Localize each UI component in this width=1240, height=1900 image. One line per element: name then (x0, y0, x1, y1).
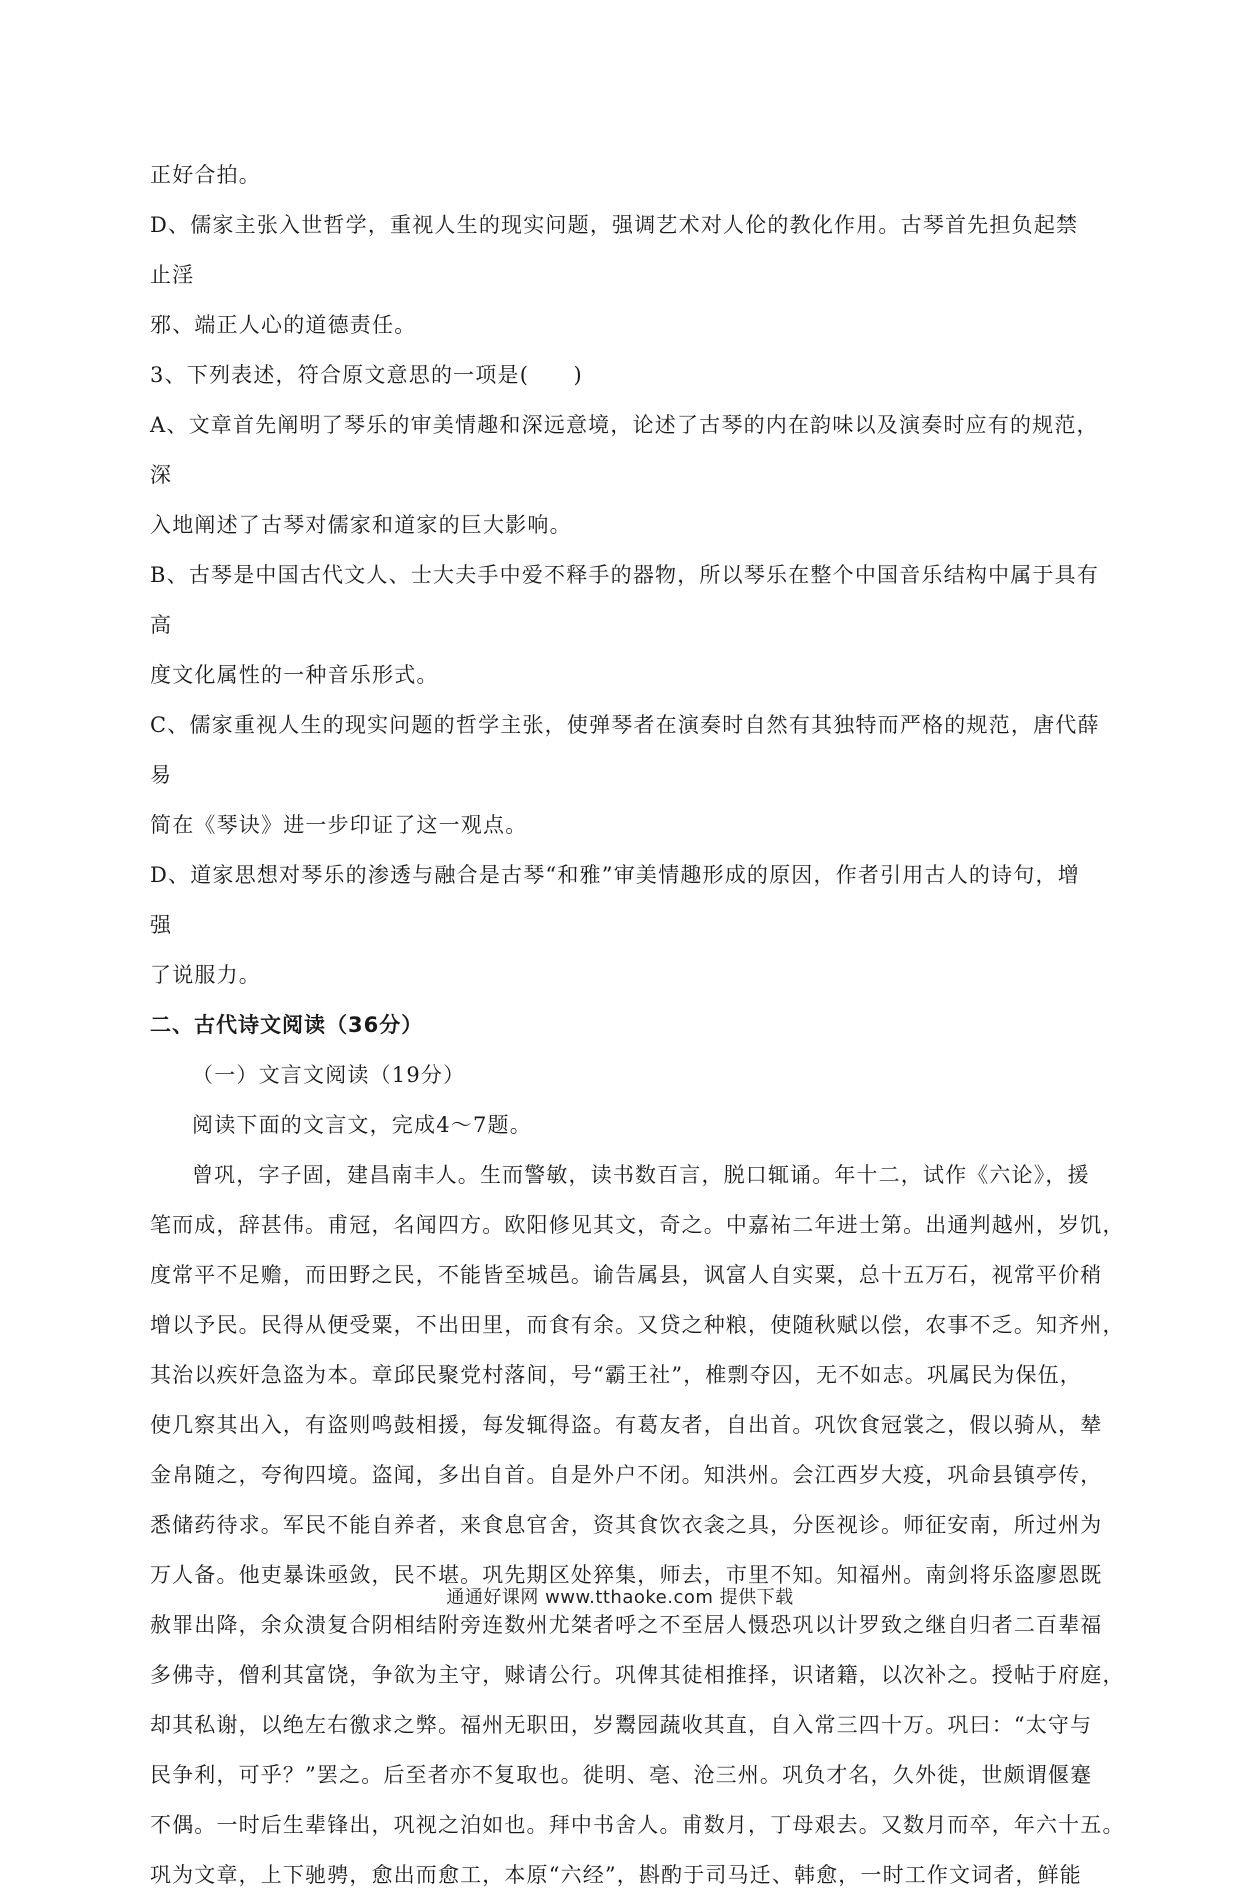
passage-line: 使几察其出入，有盗则鸣鼓相援，每发辄得盗。有葛友者，自出首。巩饮食冠裳之，假以骑从，辇 (150, 1413, 1103, 1437)
passage-line: 曾巩，字子固，建昌南丰人。生而警敏，读书数百言，脱口辄诵。年十二，试作《六论》，援 (192, 1163, 1090, 1187)
passage-line: 金帛随之，夸徇四境。盗闻，多出自首。自是外户不闭。知洪州。会江西岁大疫，巩命县镇亭传， (150, 1463, 1103, 1487)
passage-line: 悉储药待求。军民不能自养者，来食息官舍，资其食饮衣衾之具，分医视诊。师征安南，所过州为 (150, 1513, 1103, 1537)
question-3-stem: 3、下列表述，符合原文意思的一项是( ) (150, 363, 583, 387)
instruction-text: 阅读下面的文言文，完成4～7题。 (192, 1113, 532, 1137)
section-heading: 二、古代诗文阅读（36分） (150, 1013, 424, 1037)
passage-line: 度常平不足赡，而田野之民，不能皆至城邑。谕告属县，讽富人自实粟，总十五万石，视常平价稍 (150, 1263, 1103, 1287)
page-footer: 通通好课网 www.tthaoke.com 提供下载 (446, 1587, 794, 1608)
subsection-heading: （一）文言文阅读（19分） (192, 1063, 466, 1087)
passage-line: 增以予民。民得从便受粟，不出田里，而食有余。又贷之种粮，使随秋赋以偿，农事不乏。知齐州， (150, 1313, 1125, 1337)
passage-line: 巩为文章，上下驰骋，愈出而愈工，本原“六经”，斟酌于司马迁、韩愈，一时工作文词者，鲜能 (150, 1863, 1082, 1887)
passage-line: 却其私谢，以绝左右徼求之弊。福州无职田，岁鬻园蔬收其直，自入常三四十万。巩曰：“太守与 (150, 1713, 1093, 1737)
text-line: 正好合拍。 (150, 163, 261, 187)
text-line: D、儒家主张入世哲学，重视人生的现实问题，强调艺术对人伦的教化作用。古琴首先担负起禁止淫 (150, 213, 1079, 287)
passage-line: 多佛寺，僧利其富饶，争欲为主守，赇请公行。巩俾其徒相推择，识诸籍，以次补之。授帖于府庭， (150, 1663, 1125, 1687)
passage-line: 万人备。他吏暴诛亟敛，民不堪。巩先期区处猝集，师去，市里不知。知福州。南剑将乐盗廖恩既 (150, 1563, 1103, 1587)
passage-line: 不偶。一时后生辈锋出，巩视之泊如也。拜中书舍人。甫数月，丁母艰去。又数月而卒，年六十五。 (150, 1813, 1125, 1837)
text-line: 邪、端正人心的道德责任。 (150, 313, 417, 337)
option-d: 了说服力。 (150, 963, 261, 987)
option-d: D、道家思想对琴乐的渗透与融合是古琴“和雅”审美情趣形成的原因，作者引用古人的诗句，增强 (150, 863, 1080, 937)
document-page (150, 150, 1125, 1900)
option-c: C、儒家重视人生的现实问题的哲学主张，使弹琴者在演奏时自然有其独特而严格的规范，唐代薛易 (150, 713, 1100, 787)
classical-passage (150, 1150, 1125, 1900)
option-b: 度文化属性的一种音乐形式。 (150, 663, 439, 687)
option-a: 入地阐述了古琴对儒家和道家的巨大影响。 (150, 513, 572, 537)
option-a: A、文章首先阐明了琴乐的审美情趣和深远意境，论述了古琴的内在韵味以及演奏时应有的规范，深 (150, 413, 1099, 487)
option-b: B、古琴是中国古代文人、士大夫手中爱不释手的器物，所以琴乐在整个中国音乐结构中属于具有高 (150, 563, 1100, 637)
passage-line: 民争利，可乎？”罢之。后至者亦不复取也。徙明、亳、沧三州。巩负才名，久外徙，世颇谓偃蹇 (150, 1763, 1093, 1787)
passage-line: 其治以疾奸急盗为本。章邱民聚党村落间，号“霸王社”，椎剽夺囚，无不如志。巩属民为保伍， (150, 1363, 1082, 1387)
passage-line: 赦罪出降，余众溃复合阴相结附旁连数州尤桀者呼之不至居人慑恐巩以计罗致之继自归者二百辈福 (150, 1613, 1103, 1637)
passage-line: 笔而成，辞甚伟。甫冠，名闻四方。欧阳修见其文，奇之。中嘉祐二年进士第。出通判越州，岁饥， (150, 1213, 1125, 1237)
option-c: 简在《琴诀》进一步印证了这一观点。 (150, 813, 528, 837)
